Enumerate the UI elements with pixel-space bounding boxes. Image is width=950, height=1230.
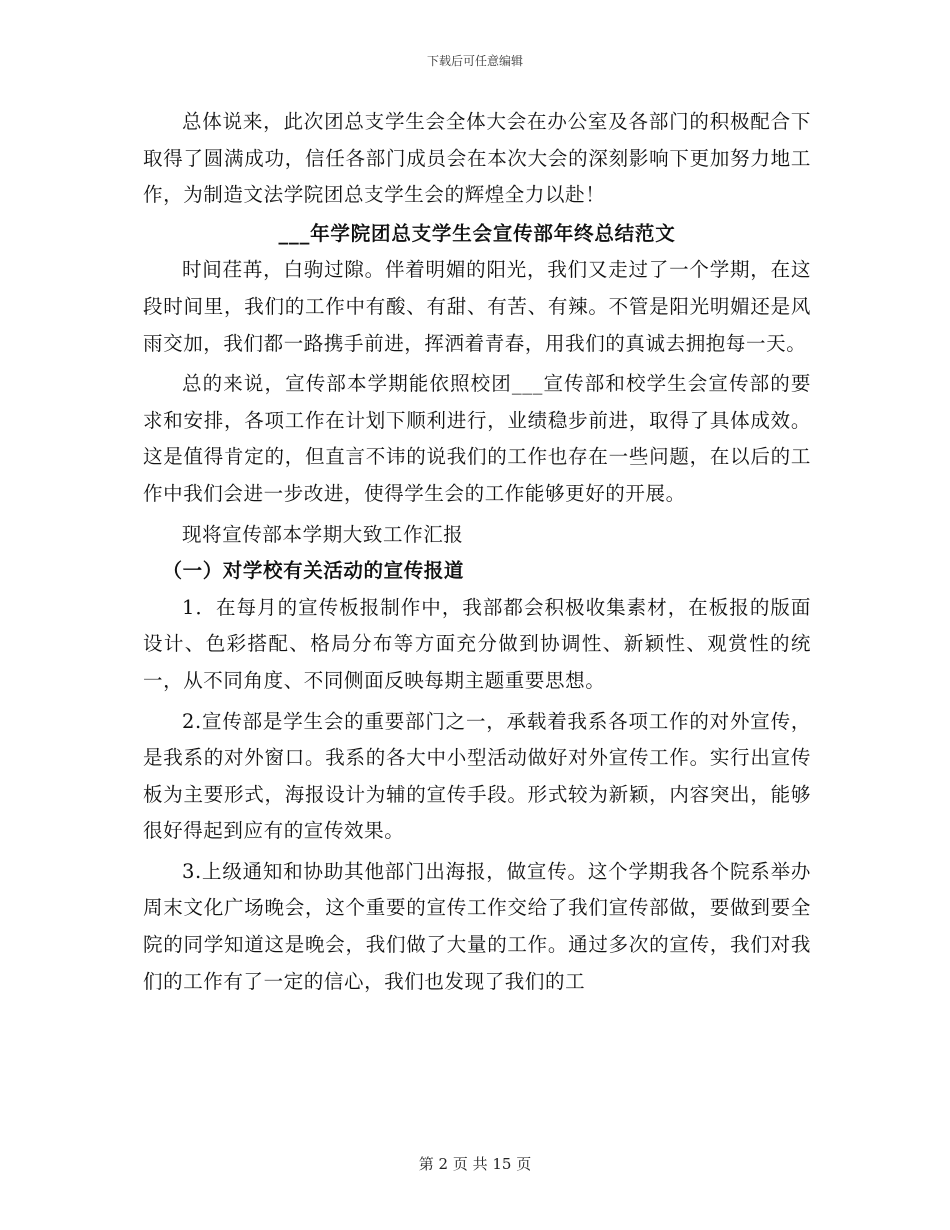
page-header: 下载后可任意编辑 bbox=[426, 54, 523, 68]
paragraph-intro: 时间荏苒，白驹过隙。伴着明媚的阳光，我们又走过了一个学期，在这段时间里，我们的工作中有酸、有甜、有苦、有辣。不管是阳光明媚还是风雨交加，我们都一路携手前进，挥洒着青春，用我们的真诚去拥抱每一天。 bbox=[143, 258, 811, 355]
paragraph-overview: 总的来说，宣传部本学期能依照校团___宣传部和校学生会宣传部的要求和安排，各项工作在计划下顺利进行，业绩稳步前进，取得了具体成效。这是值得肯定的，但直言不讳的说我们的工作也存在一些问题，在以后的工作中我们会进一步改进，使得学生会的工作能够更好的开展。 bbox=[143, 372, 811, 505]
list-item-3: 3.上级通知和协助其他部门出海报，做宣传。这个学期我各个院系举办周末文化广场晚会，这个重要的宣传工作交给了我们宣传部做，要做到要全院的同学知道这是晚会，我们做了大量的工作。通过多次的宣传，我们对我们的工作有了一定的信心，我们也发现了我们的工 bbox=[143, 859, 811, 993]
document-body bbox=[143, 104, 811, 1000]
section-heading: （一）对学校有关活动的宣传报道 bbox=[162, 559, 465, 583]
paragraph-summary: 总体说来，此次团总支学生会全体大会在办公室及各部门的积极配合下取得了圆满成功，信任各部门成员会在本次大会的深刻影响下更加努力地工作，为制造文法学院团总支学生会的辉煌全力以赴！ bbox=[143, 110, 811, 207]
document-title: ___年学院团总支学生会宣传部年终总结范文 bbox=[278, 221, 676, 245]
paragraph-report-lead: 现将宣传部本学期大致工作汇报 bbox=[182, 522, 464, 546]
page-number: 第 2 页 共 15 页 bbox=[418, 1155, 532, 1173]
list-item-1: 1．在每月的宣传板报制作中，我部都会积极收集素材，在板报的版面设计、色彩搭配、格局分布等方面充分做到协调性、新颖性、观赏性的统一，从不同角度、不同侧面反映每期主题重要思想。 bbox=[143, 595, 811, 692]
list-item-2: 2.宣传部是学生会的重要部门之一，承载着我系各项工作的对外宣传，是我系的对外窗口。我系的各大中小型活动做好对外宣传工作。实行出宣传板为主要形式，海报设计为辅的宣传手段。形式较为新颖，内容突出，能够很好得起到应有的宣传效果。 bbox=[143, 709, 811, 843]
